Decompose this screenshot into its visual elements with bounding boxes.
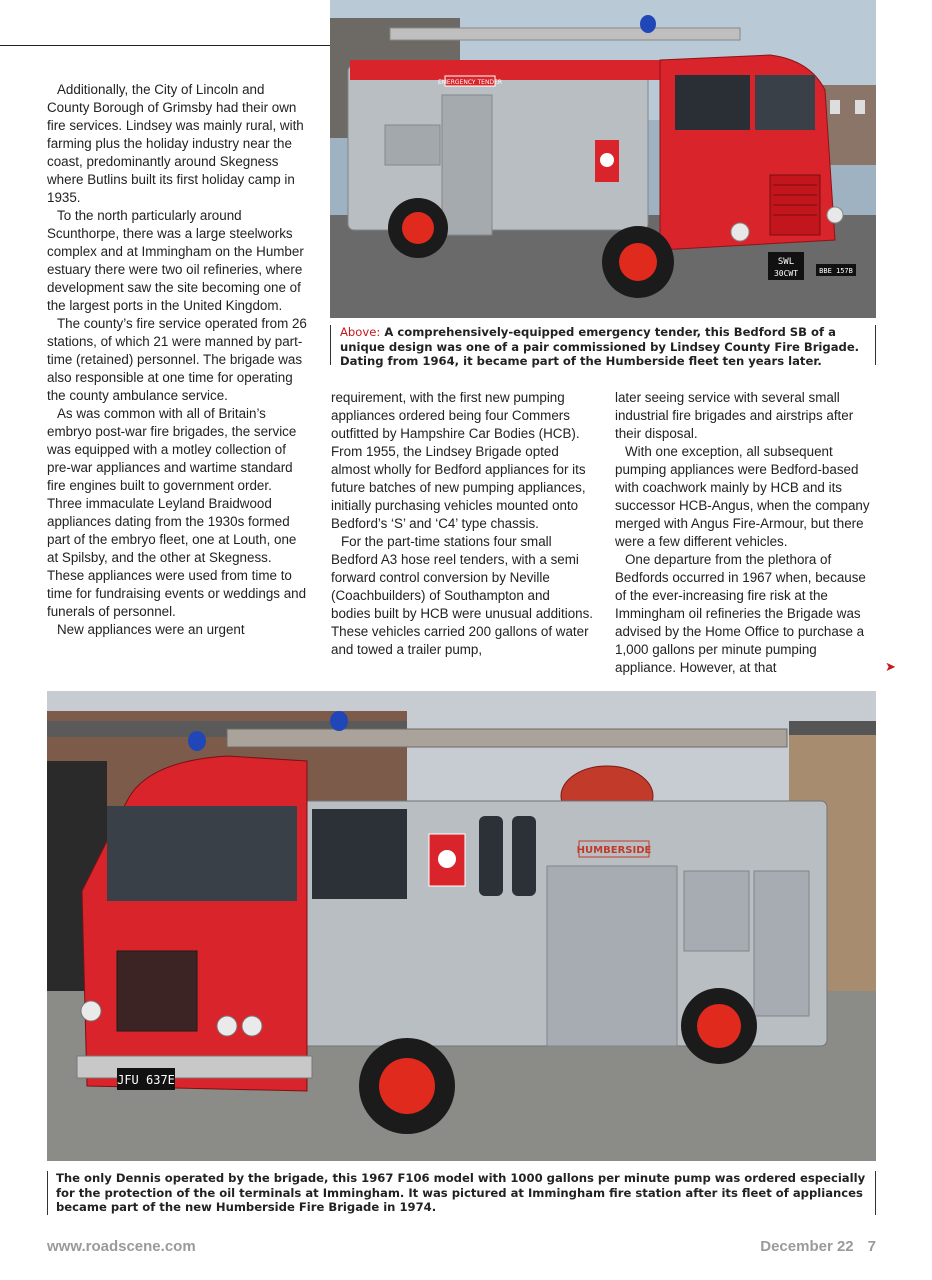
photo-dennis-f106: [47, 691, 876, 1161]
footer-url: www.roadscene.com: [47, 1238, 196, 1255]
caption-top-lead: Above:: [340, 325, 381, 339]
caption-top: [340, 325, 860, 369]
footer-issue-page: [760, 1238, 876, 1255]
paragraph: As was common with all of Britain’s embryo post-war fire brigades, the service was equipped with a motley collection of pre-war appliances and wartime standard fire engines built to government order. Three immaculate Leyland Braidwood appliances dating from the 1930s formed part of the embryo fleet, one at Louth, one at Spilsby, and the other at Skegness. These appliances were used from time to time for fundraising events or weddings and funerals of personnel.: [47, 406, 307, 619]
top-plate-line1: SWL: [777, 257, 795, 267]
bottom-body-sign: HUMBERSIDE: [576, 845, 652, 856]
paragraph: requirement, with the first new pumping appliances ordered being four Commers outfitted by Hampshire Car Bodies (HCB). From 1955, the Lindsey Brigade opted almost wholly for Bedford appliances for its future batches of new pumping appliances, initially purchasing vehicles mounted onto Bedford’s ‘S’ and ‘C4’ type chassis.: [331, 390, 586, 531]
paragraph: Additionally, the City of Lincoln and County Borough of Grimsby had their own fire services. Lindsey was mainly rural, with farming plus the holiday industry near the coast, predominantly around Skegness where Butlins built its first holiday camp in 1935.: [47, 82, 304, 205]
photo-bedford-emergency-tender: [330, 0, 876, 318]
paragraph: For the part-time stations four small Bedford A3 hose reel tenders, with a semi forward control conversion by Neville (Coachbuilders) of Southampton and bodies built by HCB were unusual additions. These vehicles carried 200 gallons of water and towed a trailer pump,: [331, 534, 594, 657]
caption-bottom-bar-right: [875, 1171, 876, 1215]
caption-bottom: The only Dennis operated by the brigade, this 1967 F106 model with 1000 gallons per minute pump was ordered especially for the protection of the oil terminals at Immingham. It was pictured at Immingham fire station after its fleet of appliances became part of the new Humberside Fire Brigade in 1974.: [56, 1171, 866, 1215]
paragraph: To the north particularly around Scunthorpe, there was a large steelworks complex and at Immingham on the Humber estuary there were two oil refineries, where development saw the site becoming one of the largest ports in the United Kingdom.: [47, 208, 304, 313]
article-column-3: [615, 389, 877, 677]
paragraph: New appliances were an urgent: [57, 622, 245, 637]
article-column-1: [47, 81, 309, 639]
top-plate-line2: 30CWT: [773, 269, 799, 278]
caption-top-bar: [330, 325, 331, 365]
bottom-plate-reg: JFU 637E: [117, 1073, 175, 1087]
paragraph: later seeing service with several small industrial fire brigades and airstrips after their disposal.: [615, 390, 854, 441]
caption-top-bar-right: [875, 325, 876, 365]
continue-arrow-icon: ➤: [885, 659, 896, 674]
paragraph: The county’s fire service operated from 26 stations, of which 21 were manned by part-time (retained) personnel. The brigade was also responsible at one time for operating the county ambulance service.: [47, 316, 307, 403]
article-column-2: [331, 389, 593, 659]
paragraph: One departure from the plethora of Bedfords occurred in 1967 when, because of the ever-increasing fire risk at the Immingham oil refineries the Brigade was advised by the Home Office to purchase a 1,000 gallons per minute pumping appliance. However, at that: [615, 552, 866, 675]
caption-bottom-bar: [47, 1171, 48, 1215]
footer-page-number: 7: [867, 1238, 876, 1255]
top-rule: [0, 45, 330, 46]
caption-top-text: A comprehensively-equipped emergency tender, this Bedford SB of a unique design was one of a pair commissioned by Lindsey County Fire Brigade. Dating from 1964, it became part of the Humberside fleet ten years later.: [340, 325, 860, 369]
top-plate-reg: BBE 157B: [819, 267, 853, 275]
top-body-sign: EMERGENCY TENDER: [437, 79, 503, 86]
paragraph: With one exception, all subsequent pumping appliances were Bedford-based with coachwork mainly by HCB and its successor HCB-Angus, when the company merged with Angus Fire-Armour, but there were a few different vehicles.: [615, 444, 870, 549]
footer-issue: December 22: [760, 1238, 854, 1255]
